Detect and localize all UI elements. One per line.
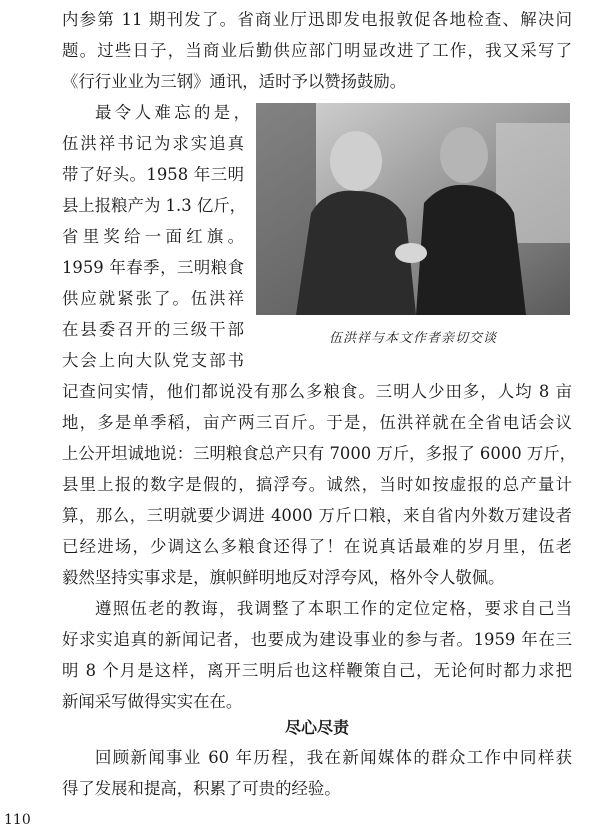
- text-line: 大会上向大队党支部书: [62, 351, 244, 370]
- text-line: 内参第 11 期刊发了。省商业厅迅即发电报敦促各地检查、解决问: [62, 10, 572, 29]
- text-line: 《行行业业为三钢》通讯，适时予以赞扬鼓励。: [62, 72, 407, 91]
- text-line: 县里上报的数字是假的，搞浮夸。诚然，当时如按虚报的总产量计: [62, 475, 572, 494]
- photo-two-men-handshake: [256, 103, 570, 315]
- text-line: 带了好头。1958 年三明: [62, 165, 244, 184]
- text-line: 1959 年春季，三明粮食: [62, 258, 244, 277]
- text-line: 明 8 个月是这样，离开三明后也这样鞭策自己，无论何时都力求把: [62, 661, 572, 680]
- text-line: 上公开坦诚地说：三明粮食总产只有 7000 万斤，多报了 6000 万斤，: [62, 444, 577, 463]
- text-line: 得了发展和提高，积累了可贵的经验。: [62, 779, 341, 798]
- text-line: 伍洪祥书记为求实追真: [62, 134, 244, 153]
- text-line: 毅然坚持实事求是，旗帜鲜明地反对浮夸风，格外令人敬佩。: [62, 568, 505, 587]
- section-heading: 尽心尽责: [284, 718, 349, 737]
- text-line: 在县委召开的三级干部: [62, 320, 244, 339]
- text-line: 回顾新闻事业 60 年历程，我在新闻媒体的群众工作中同样获: [95, 748, 572, 767]
- photo-caption: 伍洪祥与本文作者亲切交谈: [328, 331, 497, 346]
- page-number: 110: [4, 812, 31, 828]
- text-line: 题。过些日子，当商业后勤供应部门明显改进了工作，我又采写了: [62, 41, 572, 60]
- text-line: 遵照伍老的教诲，我调整了本职工作的定位定格，要求自己当: [95, 599, 572, 618]
- text-line: 记查问实情，他们都说没有那么多粮食。三明人少田多，人均 8 亩: [62, 382, 572, 401]
- text-line: 算，那么，三明就要少调进 4000 万斤口粮，来自省内外数万建设者: [62, 506, 572, 525]
- text-line: 新闻采写做得实实在在。: [62, 692, 243, 711]
- text-line: 地，多是单季稻，亩产两三百斤。于是，伍洪祥就在全省电话会议: [62, 413, 572, 432]
- text-line: 供应就紧张了。伍洪祥: [62, 289, 244, 308]
- photo-illustration: [256, 103, 570, 315]
- text-line: 已经进场，少调这么多粮食还得了！在说真话最难的岁月里，伍老: [62, 537, 572, 556]
- text-line: 最令人难忘的是，: [95, 103, 250, 122]
- text-line: 县上报粮产为 1.3 亿斤，: [62, 196, 247, 215]
- text-line: 好求实追真的新闻记者，也要成为建设事业的参与者。1959 年在三: [62, 630, 572, 649]
- text-line: 省里奖给一面红旗。: [62, 227, 244, 246]
